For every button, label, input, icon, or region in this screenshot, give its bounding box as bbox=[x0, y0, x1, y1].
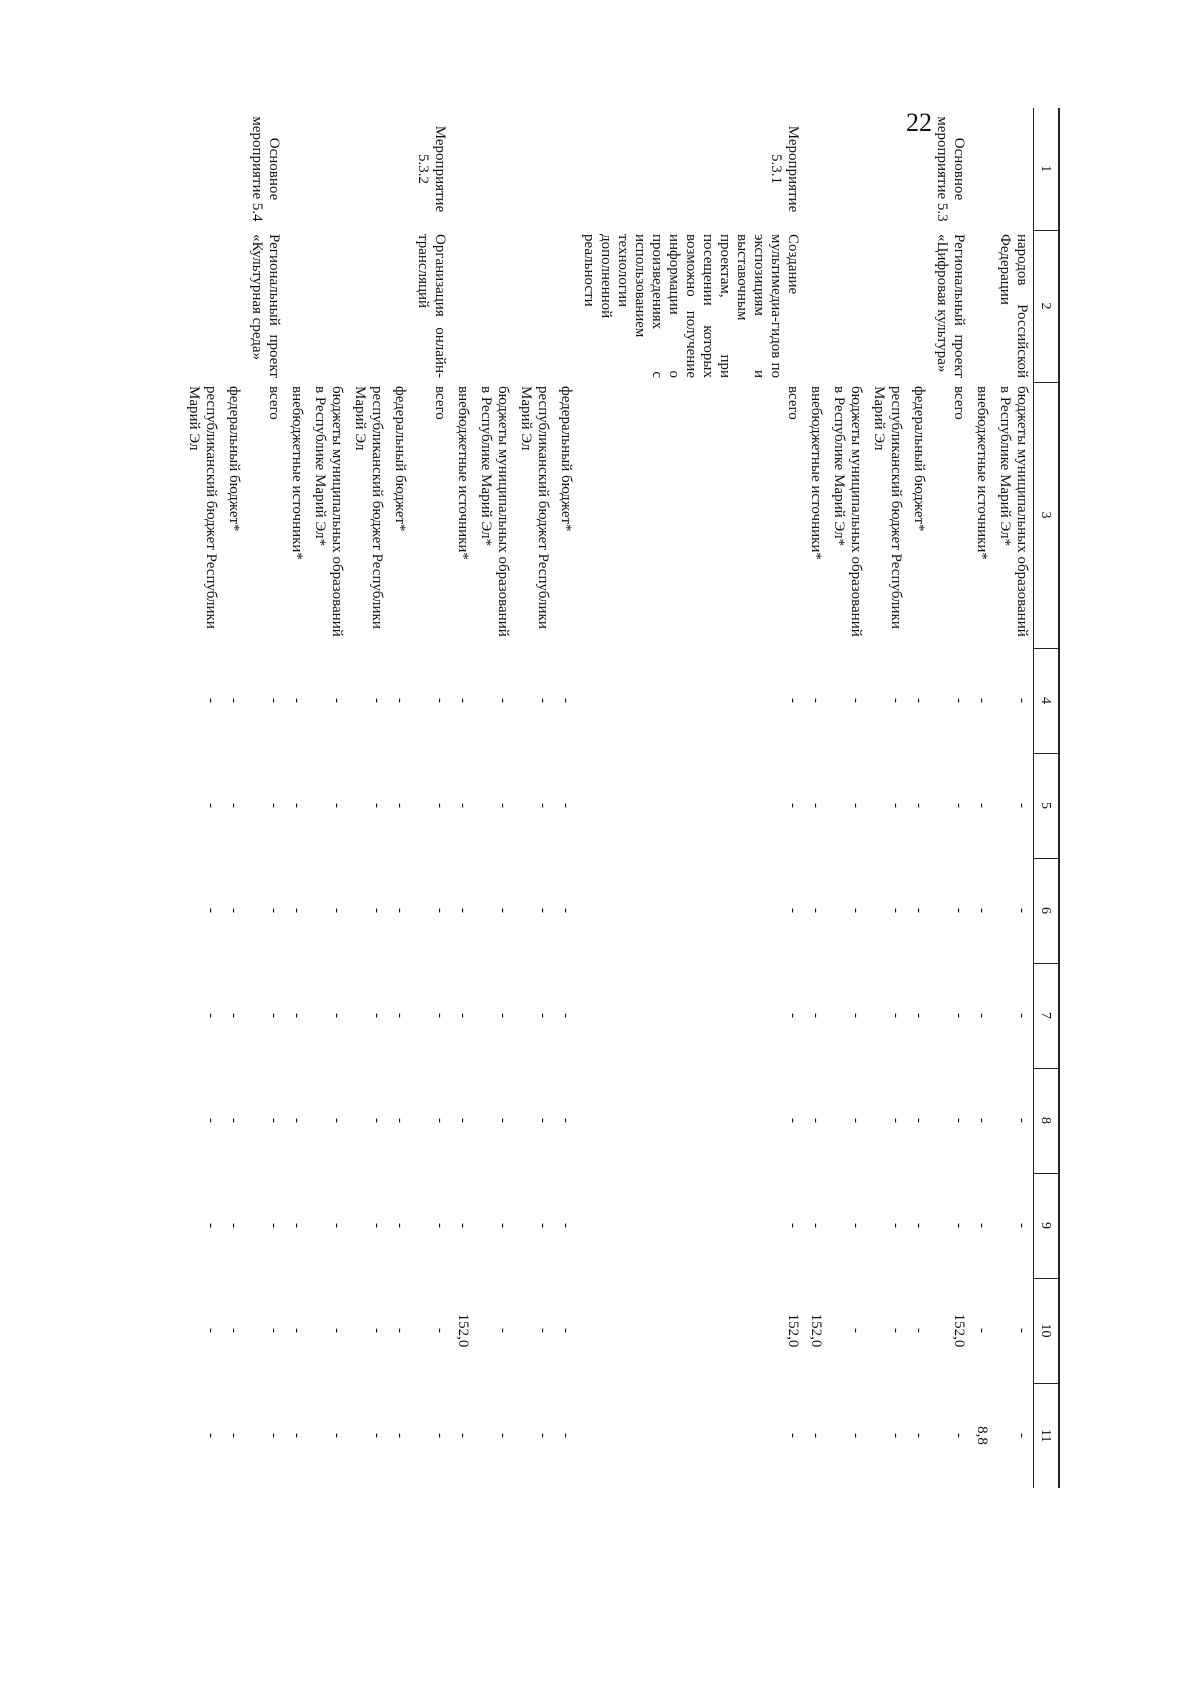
value-cell-col-9: - bbox=[848, 1223, 864, 1228]
value-cell-col-11: - bbox=[911, 1433, 927, 1438]
value-cell-col-9: - bbox=[888, 1223, 904, 1228]
value-cell-col-7: - bbox=[432, 1013, 448, 1018]
value-cell-col-8: - bbox=[495, 1118, 511, 1123]
measure-name-cell bbox=[388, 230, 411, 382]
value-cell-col-10: 152,0 bbox=[951, 1313, 967, 1348]
value-cell-col-8: - bbox=[203, 1118, 219, 1123]
value-cell-col-4: - bbox=[888, 698, 904, 703]
value-cell-col-8: - bbox=[951, 1118, 967, 1123]
page-number: 22 bbox=[906, 108, 932, 137]
column-header-6: 6 bbox=[1034, 858, 1060, 963]
value-cell-col-7: - bbox=[558, 1013, 574, 1018]
value-cell-col-5: - bbox=[888, 803, 904, 808]
value-cell-col-5: - bbox=[432, 803, 448, 808]
value-cell-col-11: - bbox=[535, 1433, 551, 1438]
value-cell-col-5: - bbox=[1014, 803, 1030, 808]
funding-source-cell: внебюджетные источники* bbox=[289, 386, 305, 560]
value-cell-col-4: - bbox=[785, 698, 801, 703]
value-cell-col-5: - bbox=[558, 803, 574, 808]
table-row bbox=[245, 108, 285, 1488]
column-header-1: 1 bbox=[1034, 108, 1060, 230]
value-cell-col-10: - bbox=[974, 1328, 990, 1333]
measure-code-cell: Основное мероприятие 5.4 bbox=[249, 116, 282, 222]
value-cell-col-5: - bbox=[535, 803, 551, 808]
value-cell-col-8: - bbox=[808, 1118, 824, 1123]
funding-source-cell: бюджеты муниципальных образований в Республике Марий Эл* bbox=[478, 386, 511, 637]
value-cell-col-6: - bbox=[455, 908, 471, 913]
value-cell-col-7: - bbox=[369, 1013, 385, 1018]
value-cell-col-5: - bbox=[266, 803, 282, 808]
measure-code-cell: Основное мероприятие 5.3 bbox=[934, 116, 967, 222]
funding-source-cell: всего bbox=[951, 386, 967, 420]
funding-source-cell: федеральный бюджет* bbox=[226, 386, 242, 532]
value-cell-col-8: - bbox=[911, 1118, 927, 1123]
table-row bbox=[308, 108, 348, 1488]
value-cell-col-7: - bbox=[974, 1013, 990, 1018]
value-cell-col-6: - bbox=[392, 908, 408, 913]
measure-code-cell bbox=[222, 108, 245, 230]
value-cell-col-5: - bbox=[785, 803, 801, 808]
value-cell-col-6: - bbox=[808, 908, 824, 913]
value-cell-col-11: - bbox=[455, 1433, 471, 1438]
funding-source-cell: бюджеты муниципальных образований в Республике Марий Эл* bbox=[831, 386, 864, 637]
value-cell-col-8: - bbox=[1014, 1118, 1030, 1123]
table-row bbox=[222, 108, 245, 1488]
value-cell-col-4: - bbox=[848, 698, 864, 703]
value-cell-col-11: - bbox=[951, 1433, 967, 1438]
value-cell-col-8: - bbox=[455, 1118, 471, 1123]
value-cell-col-5: - bbox=[455, 803, 471, 808]
measure-code-cell bbox=[554, 108, 577, 230]
value-cell-col-8: - bbox=[558, 1118, 574, 1123]
measure-name-cell: Создание мультимедиа-гидов по экспозициям и выставочным проектам, при посещении которых возможно получение информации о произведениях с использованием технологии дополненной реальности bbox=[581, 234, 801, 378]
funding-source-cell: бюджеты муниципальных образований в Республике Марий Эл* bbox=[312, 386, 345, 637]
value-cell-col-11: - bbox=[432, 1433, 448, 1438]
measure-code-cell bbox=[827, 108, 867, 230]
column-header-8: 8 bbox=[1034, 1068, 1060, 1173]
value-cell-col-10: - bbox=[289, 1328, 305, 1333]
measure-code-cell bbox=[388, 108, 411, 230]
table-row bbox=[970, 108, 993, 1488]
table-row bbox=[554, 108, 577, 1488]
value-cell-col-11: - bbox=[369, 1433, 385, 1438]
value-cell-col-8: - bbox=[785, 1118, 801, 1123]
value-cell-col-6: - bbox=[535, 908, 551, 913]
value-cell-col-8: - bbox=[226, 1118, 242, 1123]
funding-source-cell: всего bbox=[266, 386, 282, 420]
value-cell-col-5: - bbox=[203, 803, 219, 808]
measure-name-cell bbox=[514, 230, 554, 382]
value-cell-col-7: - bbox=[455, 1013, 471, 1018]
value-cell-col-8: - bbox=[289, 1118, 305, 1123]
value-cell-col-6: - bbox=[888, 908, 904, 913]
measure-code-cell bbox=[451, 108, 474, 230]
value-cell-col-6: - bbox=[1014, 908, 1030, 913]
table-row bbox=[907, 108, 930, 1488]
value-cell-col-7: - bbox=[911, 1013, 927, 1018]
value-cell-col-9: - bbox=[226, 1223, 242, 1228]
value-cell-col-11: - bbox=[329, 1433, 345, 1438]
value-cell-col-4: - bbox=[1014, 698, 1030, 703]
value-cell-col-5: - bbox=[848, 803, 864, 808]
measure-code-cell bbox=[970, 108, 993, 230]
table-row bbox=[182, 108, 222, 1488]
value-cell-col-10: - bbox=[369, 1328, 385, 1333]
measure-name-cell: Региональный проект «Цифровая культура» bbox=[934, 234, 967, 378]
funding-source-cell: всего bbox=[432, 386, 448, 420]
table-row bbox=[285, 108, 308, 1488]
value-cell-col-4: - bbox=[951, 698, 967, 703]
measure-name-cell bbox=[804, 230, 827, 382]
measure-name-cell: народов Российской Федерации bbox=[997, 234, 1030, 378]
value-cell-col-8: - bbox=[974, 1118, 990, 1123]
value-cell-col-6: - bbox=[974, 908, 990, 913]
value-cell-col-8: - bbox=[432, 1118, 448, 1123]
value-cell-col-9: - bbox=[266, 1223, 282, 1228]
value-cell-col-10: 152,0 bbox=[455, 1313, 471, 1348]
value-cell-col-7: - bbox=[203, 1013, 219, 1018]
value-cell-col-11: - bbox=[226, 1433, 242, 1438]
value-cell-col-4: - bbox=[432, 698, 448, 703]
column-header-11: 11 bbox=[1034, 1383, 1060, 1488]
value-cell-col-7: - bbox=[392, 1013, 408, 1018]
measure-code-cell bbox=[182, 108, 222, 230]
table-row bbox=[451, 108, 474, 1488]
table-row bbox=[411, 108, 451, 1488]
measure-code-cell bbox=[514, 108, 554, 230]
column-header-4: 4 bbox=[1034, 648, 1060, 753]
column-header-10: 10 bbox=[1034, 1278, 1060, 1383]
value-cell-col-9: - bbox=[369, 1223, 385, 1228]
value-cell-col-7: - bbox=[226, 1013, 242, 1018]
measure-name-cell bbox=[867, 230, 907, 382]
value-cell-col-4: - bbox=[535, 698, 551, 703]
value-cell-col-9: - bbox=[1014, 1223, 1030, 1228]
value-cell-col-7: - bbox=[495, 1013, 511, 1018]
measure-code-cell: Мероприятие 5.3.2 bbox=[415, 125, 448, 213]
table-row bbox=[514, 108, 554, 1488]
value-cell-col-10: - bbox=[848, 1328, 864, 1333]
measure-code-cell: Мероприятие 5.3.1 bbox=[768, 125, 801, 213]
measure-name-cell bbox=[182, 230, 222, 382]
value-cell-col-4: - bbox=[329, 698, 345, 703]
measure-code-cell bbox=[993, 108, 1034, 230]
table-row bbox=[804, 108, 827, 1488]
value-cell-col-6: - bbox=[203, 908, 219, 913]
value-cell-col-7: - bbox=[535, 1013, 551, 1018]
measure-code-cell bbox=[285, 108, 308, 230]
value-cell-col-10: - bbox=[535, 1328, 551, 1333]
measure-name-cell: Организация онлайн-трансляций bbox=[415, 234, 448, 378]
value-cell-col-9: - bbox=[203, 1223, 219, 1228]
value-cell-col-8: - bbox=[535, 1118, 551, 1123]
value-cell-col-7: - bbox=[848, 1013, 864, 1018]
value-cell-col-9: - bbox=[558, 1223, 574, 1228]
value-cell-col-7: - bbox=[329, 1013, 345, 1018]
value-cell-col-9: - bbox=[951, 1223, 967, 1228]
value-cell-col-10: - bbox=[888, 1328, 904, 1333]
value-cell-col-8: - bbox=[848, 1118, 864, 1123]
value-cell-col-6: - bbox=[848, 908, 864, 913]
value-cell-col-4: - bbox=[808, 698, 824, 703]
value-cell-col-6: - bbox=[951, 908, 967, 913]
measure-name-cell bbox=[970, 230, 993, 382]
value-cell-col-7: - bbox=[951, 1013, 967, 1018]
budget-table bbox=[182, 108, 1060, 1488]
measure-code-cell bbox=[474, 108, 514, 230]
measure-name-cell bbox=[285, 230, 308, 382]
value-cell-col-5: - bbox=[289, 803, 305, 808]
measure-name-cell bbox=[222, 230, 245, 382]
value-cell-col-8: - bbox=[369, 1118, 385, 1123]
funding-source-cell: федеральный бюджет* bbox=[911, 386, 927, 532]
measure-code-cell bbox=[867, 108, 907, 230]
table-header-row bbox=[1034, 108, 1060, 1488]
value-cell-col-10: - bbox=[558, 1328, 574, 1333]
value-cell-col-10: - bbox=[495, 1328, 511, 1333]
value-cell-col-11: - bbox=[203, 1433, 219, 1438]
value-cell-col-9: - bbox=[432, 1223, 448, 1228]
measure-name-cell bbox=[827, 230, 867, 382]
table-row bbox=[867, 108, 907, 1488]
value-cell-col-10: - bbox=[266, 1328, 282, 1333]
table-row bbox=[930, 108, 970, 1488]
value-cell-col-9: - bbox=[455, 1223, 471, 1228]
value-cell-col-9: - bbox=[808, 1223, 824, 1228]
table-row bbox=[388, 108, 411, 1488]
measure-name-cell bbox=[907, 230, 930, 382]
value-cell-col-11: - bbox=[558, 1433, 574, 1438]
value-cell-col-6: - bbox=[495, 908, 511, 913]
rotated-table-container bbox=[160, 108, 1060, 1488]
measure-code-cell bbox=[348, 108, 388, 230]
value-cell-col-5: - bbox=[392, 803, 408, 808]
column-header-7: 7 bbox=[1034, 963, 1060, 1068]
value-cell-col-9: - bbox=[392, 1223, 408, 1228]
funding-source-cell: внебюджетные источники* bbox=[808, 386, 824, 560]
measure-code-cell bbox=[907, 108, 930, 230]
column-header-3: 3 bbox=[1034, 382, 1060, 648]
value-cell-col-11: 8,8 bbox=[974, 1426, 990, 1445]
value-cell-col-6: - bbox=[911, 908, 927, 913]
value-cell-col-11: - bbox=[392, 1433, 408, 1438]
value-cell-col-4: - bbox=[203, 698, 219, 703]
value-cell-col-4: - bbox=[911, 698, 927, 703]
value-cell-col-5: - bbox=[495, 803, 511, 808]
value-cell-col-10: - bbox=[392, 1328, 408, 1333]
value-cell-col-4: - bbox=[455, 698, 471, 703]
value-cell-col-11: - bbox=[808, 1433, 824, 1438]
value-cell-col-10: - bbox=[203, 1328, 219, 1333]
table-row bbox=[577, 108, 804, 1488]
column-header-5: 5 bbox=[1034, 753, 1060, 858]
value-cell-col-8: - bbox=[329, 1118, 345, 1123]
value-cell-col-9: - bbox=[974, 1223, 990, 1228]
value-cell-col-8: - bbox=[888, 1118, 904, 1123]
value-cell-col-9: - bbox=[495, 1223, 511, 1228]
value-cell-col-6: - bbox=[226, 908, 242, 913]
value-cell-col-9: - bbox=[289, 1223, 305, 1228]
value-cell-col-4: - bbox=[266, 698, 282, 703]
value-cell-col-4: - bbox=[289, 698, 305, 703]
value-cell-col-11: - bbox=[785, 1433, 801, 1438]
value-cell-col-7: - bbox=[888, 1013, 904, 1018]
funding-source-cell: внебюджетные источники* bbox=[455, 386, 471, 560]
measure-name-cell: Региональный проект «Культурная среда» bbox=[249, 234, 282, 378]
value-cell-col-10: 152,0 bbox=[785, 1313, 801, 1348]
value-cell-col-4: - bbox=[392, 698, 408, 703]
value-cell-col-5: - bbox=[329, 803, 345, 808]
value-cell-col-5: - bbox=[226, 803, 242, 808]
value-cell-col-7: - bbox=[808, 1013, 824, 1018]
measure-name-cell bbox=[554, 230, 577, 382]
measure-name-cell bbox=[308, 230, 348, 382]
funding-source-cell: внебюджетные источники* bbox=[974, 386, 990, 560]
measure-name-cell bbox=[348, 230, 388, 382]
value-cell-col-5: - bbox=[808, 803, 824, 808]
value-cell-col-4: - bbox=[974, 698, 990, 703]
value-cell-col-4: - bbox=[495, 698, 511, 703]
table-row bbox=[827, 108, 867, 1488]
value-cell-col-7: - bbox=[785, 1013, 801, 1018]
value-cell-col-6: - bbox=[329, 908, 345, 913]
measure-code-cell bbox=[308, 108, 348, 230]
funding-source-cell: республиканский бюджет Республики Марий Эл bbox=[871, 386, 904, 629]
funding-source-cell: бюджеты муниципальных образований в Республике Марий Эл* bbox=[997, 386, 1030, 637]
value-cell-col-10: - bbox=[226, 1328, 242, 1333]
value-cell-col-7: - bbox=[1014, 1013, 1030, 1018]
value-cell-col-11: - bbox=[1014, 1433, 1030, 1438]
value-cell-col-9: - bbox=[535, 1223, 551, 1228]
table-row bbox=[993, 108, 1034, 1488]
funding-source-cell: республиканский бюджет Республики Марий Эл bbox=[352, 386, 385, 629]
funding-source-cell: всего bbox=[785, 386, 801, 420]
funding-source-cell: федеральный бюджет* bbox=[558, 386, 574, 532]
value-cell-col-7: - bbox=[266, 1013, 282, 1018]
value-cell-col-5: - bbox=[911, 803, 927, 808]
value-cell-col-9: - bbox=[329, 1223, 345, 1228]
funding-source-cell: федеральный бюджет* bbox=[392, 386, 408, 532]
value-cell-col-6: - bbox=[266, 908, 282, 913]
value-cell-col-11: - bbox=[848, 1433, 864, 1438]
value-cell-col-11: - bbox=[888, 1433, 904, 1438]
funding-source-cell: республиканский бюджет Республики Марий Эл bbox=[518, 386, 551, 629]
measure-name-cell bbox=[474, 230, 514, 382]
value-cell-col-8: - bbox=[266, 1118, 282, 1123]
value-cell-col-4: - bbox=[226, 698, 242, 703]
column-header-9: 9 bbox=[1034, 1173, 1060, 1278]
funding-source-cell: республиканский бюджет Республики Марий Эл bbox=[186, 386, 219, 629]
value-cell-col-10: - bbox=[329, 1328, 345, 1333]
value-cell-col-11: - bbox=[289, 1433, 305, 1438]
table-row bbox=[348, 108, 388, 1488]
value-cell-col-7: - bbox=[289, 1013, 305, 1018]
value-cell-col-4: - bbox=[369, 698, 385, 703]
value-cell-col-6: - bbox=[432, 908, 448, 913]
value-cell-col-5: - bbox=[951, 803, 967, 808]
value-cell-col-6: - bbox=[785, 908, 801, 913]
value-cell-col-4: - bbox=[558, 698, 574, 703]
column-header-2: 2 bbox=[1034, 230, 1060, 382]
value-cell-col-8: - bbox=[392, 1118, 408, 1123]
value-cell-col-6: - bbox=[558, 908, 574, 913]
value-cell-col-10: - bbox=[1014, 1328, 1030, 1333]
value-cell-col-10: 152,0 bbox=[808, 1313, 824, 1348]
value-cell-col-10: - bbox=[911, 1328, 927, 1333]
table-row bbox=[474, 108, 514, 1488]
value-cell-col-5: - bbox=[974, 803, 990, 808]
value-cell-col-10: - bbox=[432, 1328, 448, 1333]
value-cell-col-6: - bbox=[289, 908, 305, 913]
value-cell-col-6: - bbox=[369, 908, 385, 913]
value-cell-col-5: - bbox=[369, 803, 385, 808]
table-body bbox=[182, 108, 1034, 1488]
measure-name-cell bbox=[451, 230, 474, 382]
value-cell-col-11: - bbox=[495, 1433, 511, 1438]
value-cell-col-11: - bbox=[266, 1433, 282, 1438]
value-cell-col-9: - bbox=[911, 1223, 927, 1228]
measure-code-cell bbox=[804, 108, 827, 230]
value-cell-col-9: - bbox=[785, 1223, 801, 1228]
